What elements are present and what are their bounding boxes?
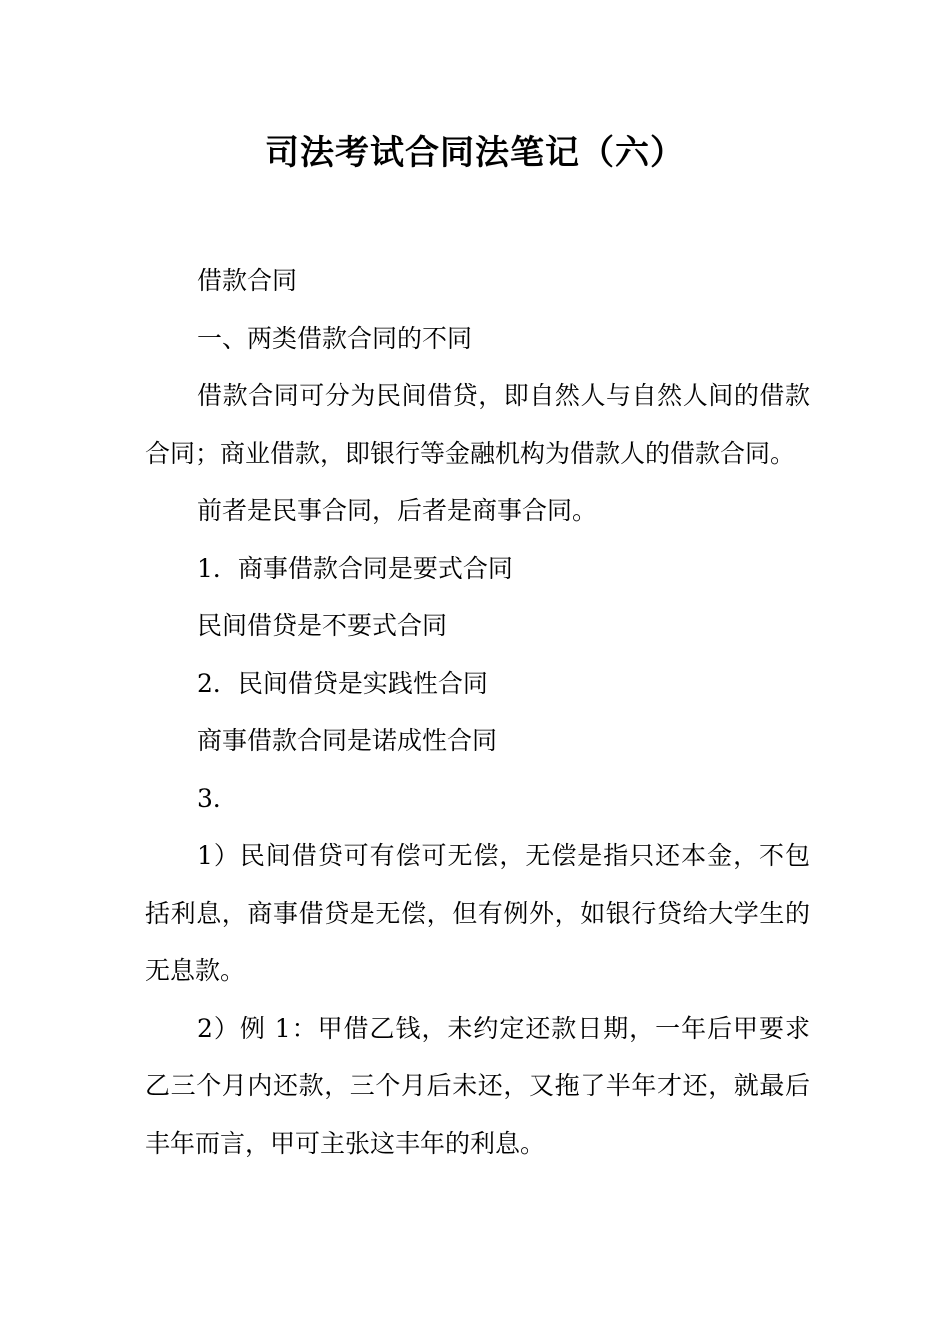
paragraph-point-1-detail: 民间借贷是不要式合同 [197,611,448,640]
paragraph-point-3-1: 1）民间借贷可有偿可无偿，无偿是指只还本金，不包括利息，商事借贷是无偿，但有例外，如银行贷给大学生的无息款。 [145,841,810,985]
paragraph-point-2-detail: 商事借款合同是诺成性合同 [197,726,498,755]
paragraph-point-3-2: 2）例 1：甲借乙钱，未约定还款日期，一年后甲要求乙三个月内还款，三个月后未还，又拖了半年才还，就最后丰年而言，甲可主张这丰年的利息。 [145,1013,810,1158]
document-body [145,252,810,1172]
paragraph-nature: 前者是民事合同，后者是商事合同。 [197,496,598,525]
document-title: 司法考试合同法笔记（六） [265,133,685,173]
paragraph-subheading: 一、两类借款合同的不同 [197,323,473,353]
paragraph-point-2: 2．民间借贷是实践性合同 [197,668,488,698]
paragraph-section-heading: 借款合同 [197,266,298,295]
paragraph-point-3: 3． [197,783,238,813]
paragraph-definition: 借款合同可分为民间借贷，即自然人与自然人间的借款合同；商业借款，即银行等金融机构为借款人的借款合同。 [145,381,810,468]
paragraph-point-1: 1．商事借款合同是要式合同 [197,553,513,583]
